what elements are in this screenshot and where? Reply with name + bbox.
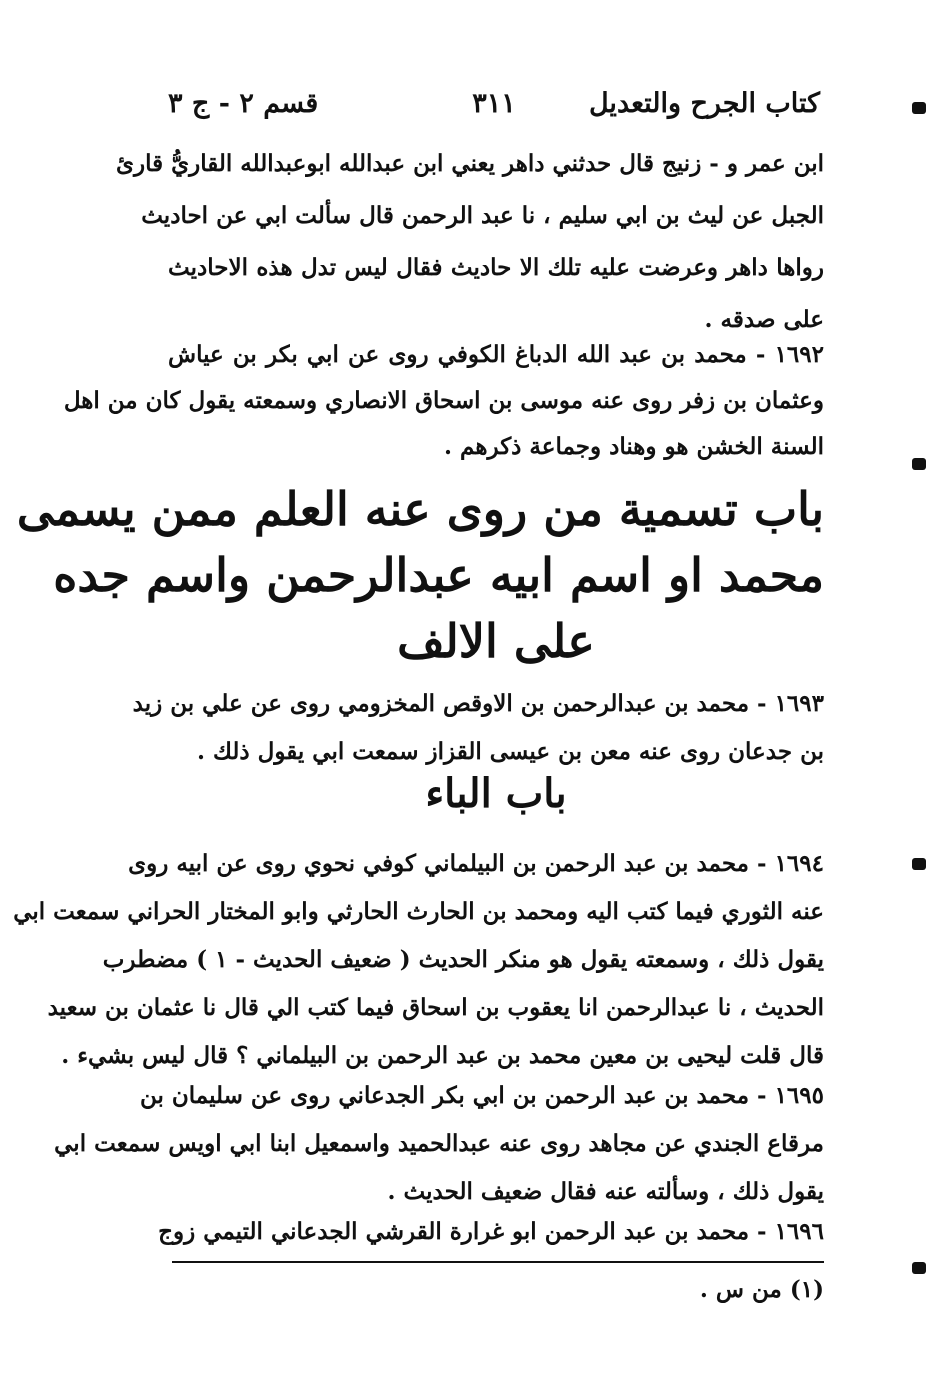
text-line: على صدقه .: [704, 306, 824, 333]
page-header: [168, 88, 820, 128]
text-line: رواها داهر وعرضت عليه تلك الا حاديث فقال ليس تدل هذه الاحاديث: [168, 254, 824, 281]
entry-1695: [54, 1072, 824, 1216]
chapter-heading: [16, 476, 824, 674]
entry-1694: [13, 840, 824, 1080]
footnote: (١) من س .: [699, 1276, 824, 1303]
margin-mark-bottom: [912, 1262, 926, 1274]
text-line: السنة الخشن هو وهناد وجماعة ذكرهم .: [444, 433, 824, 460]
text-line: قال قلت ليحيى بن معين محمد بن عبد الرحمن بن البيلماني ؟ قال ليس بشيء .: [61, 1042, 824, 1069]
entry-1692: [63, 332, 824, 470]
text-line: ١٦٩٥ - محمد بن عبد الرحمن بن ابي بكر الجدعاني روى عن سليمان بن: [139, 1082, 824, 1109]
entry-1693: [132, 680, 824, 776]
heading-line: محمد او اسم ابيه عبدالرحمن واسم جده: [53, 548, 824, 602]
paragraph-1: [115, 138, 824, 346]
text-line: الجبل عن ليث بن ابي سليم ، نا عبد الرحمن قال سألت ابي عن احاديث: [141, 202, 824, 229]
footnote-divider: [172, 1261, 824, 1263]
section-label: قسم ٢ - ج ٣: [168, 88, 319, 119]
text-line: الحديث ، نا عبدالرحمن انا يعقوب بن اسحاق فيما كتب الي قال نا عثمان بن سعيد: [47, 994, 824, 1021]
text-line: يقول ذلك ، وسألته عنه فقال ضعيف الحديث .: [387, 1178, 824, 1205]
text-line: عنه الثوري فيما كتب اليه ومحمد بن الحارث الحارثي وابو المختار الحراني سمعت ابي: [13, 898, 824, 925]
heading-line: باب تسمية من روى عنه العلم ممن يسمى: [16, 482, 824, 536]
text-line: ١٦٩٦ - محمد بن عبد الرحمن ابو غرارة القرشي الجدعاني التيمي زوج: [158, 1218, 824, 1245]
text-line: بن جدعان روى عنه معن بن عيسى القزاز سمعت ابي يقول ذلك .: [196, 738, 824, 765]
text-line: ١٦٩٤ - محمد بن عبد الرحمن بن البيلماني كوفي نحوي روى عن ابيه روى: [128, 850, 824, 877]
text-line: مرقاع الجندي عن مجاهد روى عنه عبدالحميد واسمعيل ابنا ابي اويس سمعت ابي: [54, 1130, 824, 1157]
margin-mark-middle: [912, 458, 926, 470]
text-line: وعثمان بن زفر روى عنه موسى بن اسحاق الانصاري وسمعته يقول كان من اهل: [63, 387, 824, 414]
text-line: ١٦٩٣ - محمد بن عبدالرحمن بن الاوقص المخزومي روى عن علي بن زيد: [132, 690, 824, 717]
book-title: كتاب الجرح والتعديل: [588, 88, 820, 119]
text-line: ١٦٩٢ - محمد بن عبد الله الدباغ الكوفي روى عن ابي بكر بن عياش: [168, 341, 824, 368]
page-number: ٣١١: [472, 88, 516, 119]
entry-1696: [158, 1212, 824, 1252]
text-line: يقول ذلك ، وسمعته يقول هو منكر الحديث ( ضعيف الحديث - ١ ) مضطرب: [102, 946, 824, 973]
sub-heading: باب الباء: [425, 770, 567, 817]
margin-mark-top: [912, 102, 926, 114]
heading-line: على الالف: [397, 614, 595, 668]
text-line: ابن عمر و - زنيج قال حدثني داهر يعني ابن عبدالله ابوعبدالله القاريُّ قارئ: [115, 150, 824, 177]
margin-mark-lower: [912, 858, 926, 870]
